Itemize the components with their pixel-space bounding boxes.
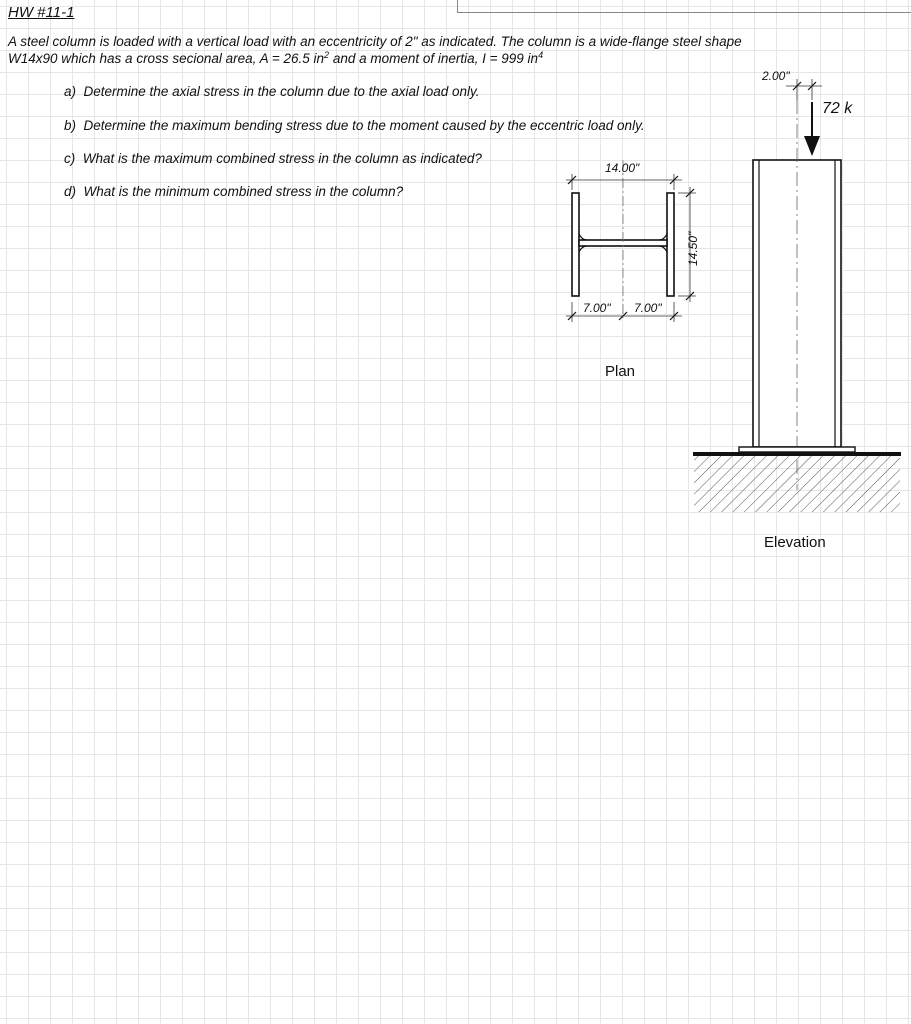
plan-width-dimension: 14.00" <box>605 161 640 175</box>
plan-right-half-dimension: 7.00" <box>634 301 662 315</box>
plan-view <box>566 160 700 380</box>
load-label: 72 k <box>822 100 853 117</box>
page-title: HW #11-1 <box>8 4 75 21</box>
question-text: What is the maximum combined stress in the column as indicated? <box>82 151 482 166</box>
right-flange <box>667 193 674 296</box>
question-text: Determine the axial stress in the column due to the axial load only. <box>83 84 480 99</box>
inertia-exponent: 4 <box>538 50 544 60</box>
statement-area-text: W14x90 which has a cross secional area, A = 26.5 in <box>8 51 325 66</box>
left-flange <box>572 193 579 296</box>
question-label: d) <box>64 184 77 199</box>
question-label: b) <box>64 118 77 133</box>
ground-hatch <box>694 456 900 512</box>
elevation-view <box>693 69 901 551</box>
plan-caption: Plan <box>605 363 636 380</box>
plan-left-half-dimension: 7.00" <box>583 301 611 315</box>
question-text: Determine the maximum bending stress due to the moment caused by the eccentric load only. <box>83 118 645 133</box>
eccentricity-dimension: 2.00" <box>762 69 790 83</box>
plan-depth-dimension: 14.50" <box>686 231 700 266</box>
base-plate <box>739 447 855 452</box>
load-arrow-head <box>804 136 820 156</box>
elevation-caption: Elevation <box>764 534 826 551</box>
question-label: a) <box>64 84 77 99</box>
area-exponent: 2 <box>324 50 330 60</box>
question-text: What is the minimum combined stress in the column? <box>83 184 404 199</box>
statement-inertia-text: and a moment of inertia, I = 999 in <box>329 51 539 66</box>
problem-statement-line-1: A steel column is loaded with a vertical load with an eccentricity of 2" as indicated. The column is a wide-flange steel shape <box>8 34 742 49</box>
question-label: c) <box>64 151 76 166</box>
